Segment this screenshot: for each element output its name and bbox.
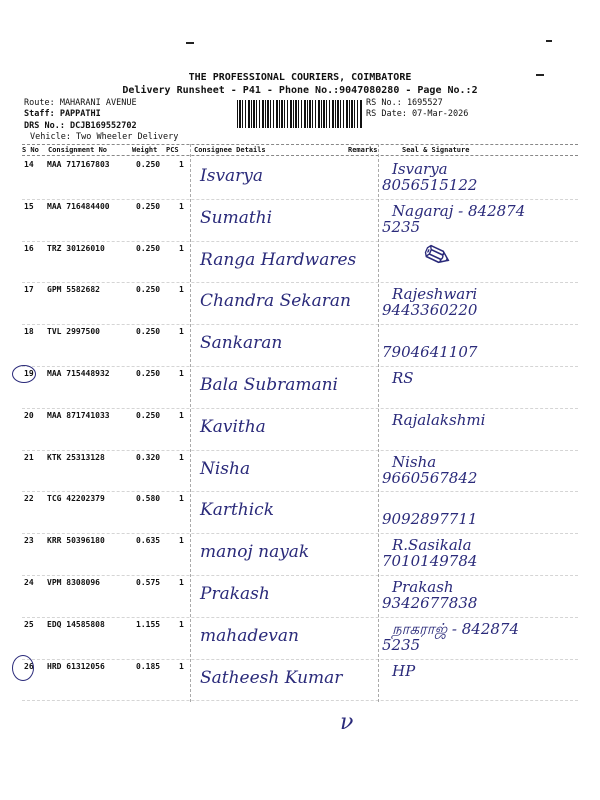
row-serial: 19 xyxy=(24,369,34,378)
row-serial: 14 xyxy=(24,160,34,169)
row-consignment-no: MAA 715448932 xyxy=(47,369,110,378)
row-phone: 8056515122 xyxy=(382,176,478,194)
row-signature: Nisha xyxy=(392,452,437,471)
row-weight: 0.635 xyxy=(136,536,161,546)
row-signature: நாகராஜ் - 842874 xyxy=(392,619,520,638)
row-serial: 16 xyxy=(24,243,34,253)
row-signature: RS xyxy=(392,369,414,387)
row-consignee-name: manoj nayak xyxy=(200,542,310,563)
row-divider xyxy=(22,700,578,701)
row-divider xyxy=(22,282,578,283)
row-pcs: 1 xyxy=(179,327,184,337)
row-divider xyxy=(22,450,578,451)
row-phone: 7904641107 xyxy=(382,343,478,362)
row-phone: 5235 xyxy=(382,217,421,236)
row-signature: Isvarya xyxy=(392,160,448,178)
rs-date: RS Date: 07-Mar-2026 xyxy=(366,109,469,119)
row-serial: 24 xyxy=(24,578,34,587)
row-consignee-name: Sumathi xyxy=(200,207,273,228)
row-consignee-name: mahadevan xyxy=(200,625,299,646)
table-top-rule xyxy=(22,144,578,145)
row-signature: Nagaraj - 842874 xyxy=(392,201,526,220)
row-consignee-name: Kavitha xyxy=(200,416,266,437)
row-weight: 0.320 xyxy=(136,452,161,462)
row-signature: Rajeshwari xyxy=(392,285,478,304)
row-serial: 25 xyxy=(24,619,34,629)
row-consignee-name: Sankaran xyxy=(200,333,283,354)
row-weight: 0.250 xyxy=(136,160,161,169)
row-consignment-no: GPM 5582682 xyxy=(47,285,100,295)
row-pcs: 1 xyxy=(179,410,184,420)
row-pcs: 1 xyxy=(179,619,184,629)
row-weight: 1.155 xyxy=(136,619,161,629)
col-consignment: Consignment No xyxy=(48,146,108,154)
row-signature: HP xyxy=(392,661,416,680)
row-serial: 18 xyxy=(24,327,34,337)
row-signature: Rajalakshmi xyxy=(392,410,486,429)
row-consignee-name: Ranga Hardwares xyxy=(200,249,357,270)
row-weight: 0.250 xyxy=(136,410,161,420)
row-consignment-no: HRD 61312056 xyxy=(47,661,105,671)
row-pcs: 1 xyxy=(179,578,184,587)
row-divider xyxy=(22,408,578,409)
row-serial: 23 xyxy=(24,536,34,546)
barcode xyxy=(237,100,363,128)
row-26-circle xyxy=(12,655,34,681)
pen-mark: ν xyxy=(340,710,354,735)
row-consignee-name: Isvarya xyxy=(200,166,264,186)
row-weight: 0.250 xyxy=(136,327,161,337)
row-consignment-no: KRR 50396180 xyxy=(47,536,105,546)
row-divider xyxy=(22,533,578,534)
rs-number: RS No.: 1695527 xyxy=(366,98,443,108)
staff-label: Staff: PAPPATHI xyxy=(24,109,101,119)
table-header-rule xyxy=(22,155,578,156)
row-consignment-no: TVL 2997500 xyxy=(47,327,100,337)
row-serial: 21 xyxy=(24,452,34,462)
row-serial: 22 xyxy=(24,494,34,504)
row-weight: 0.575 xyxy=(136,578,161,587)
col-divider xyxy=(190,144,191,702)
scan-mark xyxy=(546,40,552,42)
row-divider xyxy=(22,491,578,492)
row-consignee-name: Prakash xyxy=(200,584,270,604)
col-remarks: Remarks xyxy=(348,146,378,154)
row-consignee-name: Bala Subramani xyxy=(200,375,338,395)
row-signature: Prakash xyxy=(392,578,454,596)
row-pcs: 1 xyxy=(179,494,184,504)
row-consignee-name: Nisha xyxy=(200,458,251,479)
row-weight: 0.185 xyxy=(136,661,161,671)
route-label: Route: MAHARANI AVENUE xyxy=(24,98,137,108)
row-consignee-name: Satheesh Kumar xyxy=(200,667,343,688)
row-phone: 7010149784 xyxy=(382,552,478,571)
row-pcs: 1 xyxy=(179,536,184,546)
row-consignment-no: MAA 717167803 xyxy=(47,160,110,169)
col-weight: Weight xyxy=(132,146,158,154)
row-consignment-no: TRZ 30126010 xyxy=(47,243,105,253)
row-weight: 0.250 xyxy=(136,243,161,253)
row-consignment-no: EDQ 14585808 xyxy=(47,619,105,629)
row-consignment-no: VPM 8308096 xyxy=(47,578,100,587)
row-divider xyxy=(22,575,578,576)
col-seal-signature: Seal & Signature xyxy=(402,146,470,154)
row-phone: 5235 xyxy=(382,635,421,654)
row-serial: 20 xyxy=(24,410,34,420)
row-weight: 0.580 xyxy=(136,494,161,504)
row-consignee-name: Karthick xyxy=(200,500,275,521)
col-sno: S No xyxy=(22,146,39,154)
row-divider xyxy=(22,659,578,660)
row-consignee-name: Chandra Sekaran xyxy=(200,291,351,312)
row-serial: 26 xyxy=(24,661,34,671)
row-consignment-no: TCG 42202379 xyxy=(47,494,105,504)
row-divider xyxy=(22,199,578,200)
row-consignment-no: KTK 25313128 xyxy=(47,452,105,462)
signature-scribble: ✎ xyxy=(412,233,459,284)
runsheet-subtitle: Delivery Runsheet - P41 - Phone No.:9047080280 - Page No.:2 xyxy=(122,85,478,96)
vehicle-label: Vehicle: Two Wheeler Delivery xyxy=(30,132,179,142)
row-weight: 0.250 xyxy=(136,369,161,378)
row-pcs: 1 xyxy=(179,201,184,211)
row-19-circle xyxy=(12,365,36,383)
row-pcs: 1 xyxy=(179,452,184,462)
row-serial: 17 xyxy=(24,285,34,295)
row-divider xyxy=(22,617,578,618)
row-weight: 0.250 xyxy=(136,201,161,211)
row-signature: R.Sasikala xyxy=(392,536,472,555)
company-title: THE PROFESSIONAL COURIERS, COIMBATORE xyxy=(188,72,412,83)
row-divider xyxy=(22,366,578,367)
row-serial: 15 xyxy=(24,201,34,211)
col-pcs: PCS xyxy=(166,146,179,154)
row-divider xyxy=(22,241,578,242)
drs-number: DRS No.: DCJB169552702 xyxy=(24,121,137,131)
row-consignment-no: MAA 871741033 xyxy=(47,410,110,420)
row-pcs: 1 xyxy=(179,160,184,169)
row-weight: 0.250 xyxy=(136,285,161,295)
col-consignee: Consignee Details xyxy=(194,146,266,154)
row-pcs: 1 xyxy=(179,661,184,671)
row-pcs: 1 xyxy=(179,243,184,253)
row-pcs: 1 xyxy=(179,285,184,295)
scan-mark xyxy=(186,42,194,44)
row-phone: 9660567842 xyxy=(382,468,478,487)
col-divider xyxy=(378,144,379,702)
row-divider xyxy=(22,324,578,325)
row-pcs: 1 xyxy=(179,369,184,378)
row-consignment-no: MAA 716484400 xyxy=(47,201,110,211)
row-phone: 9342677838 xyxy=(382,594,478,612)
row-phone: 9443360220 xyxy=(382,301,478,320)
row-phone: 9092897711 xyxy=(382,510,478,529)
